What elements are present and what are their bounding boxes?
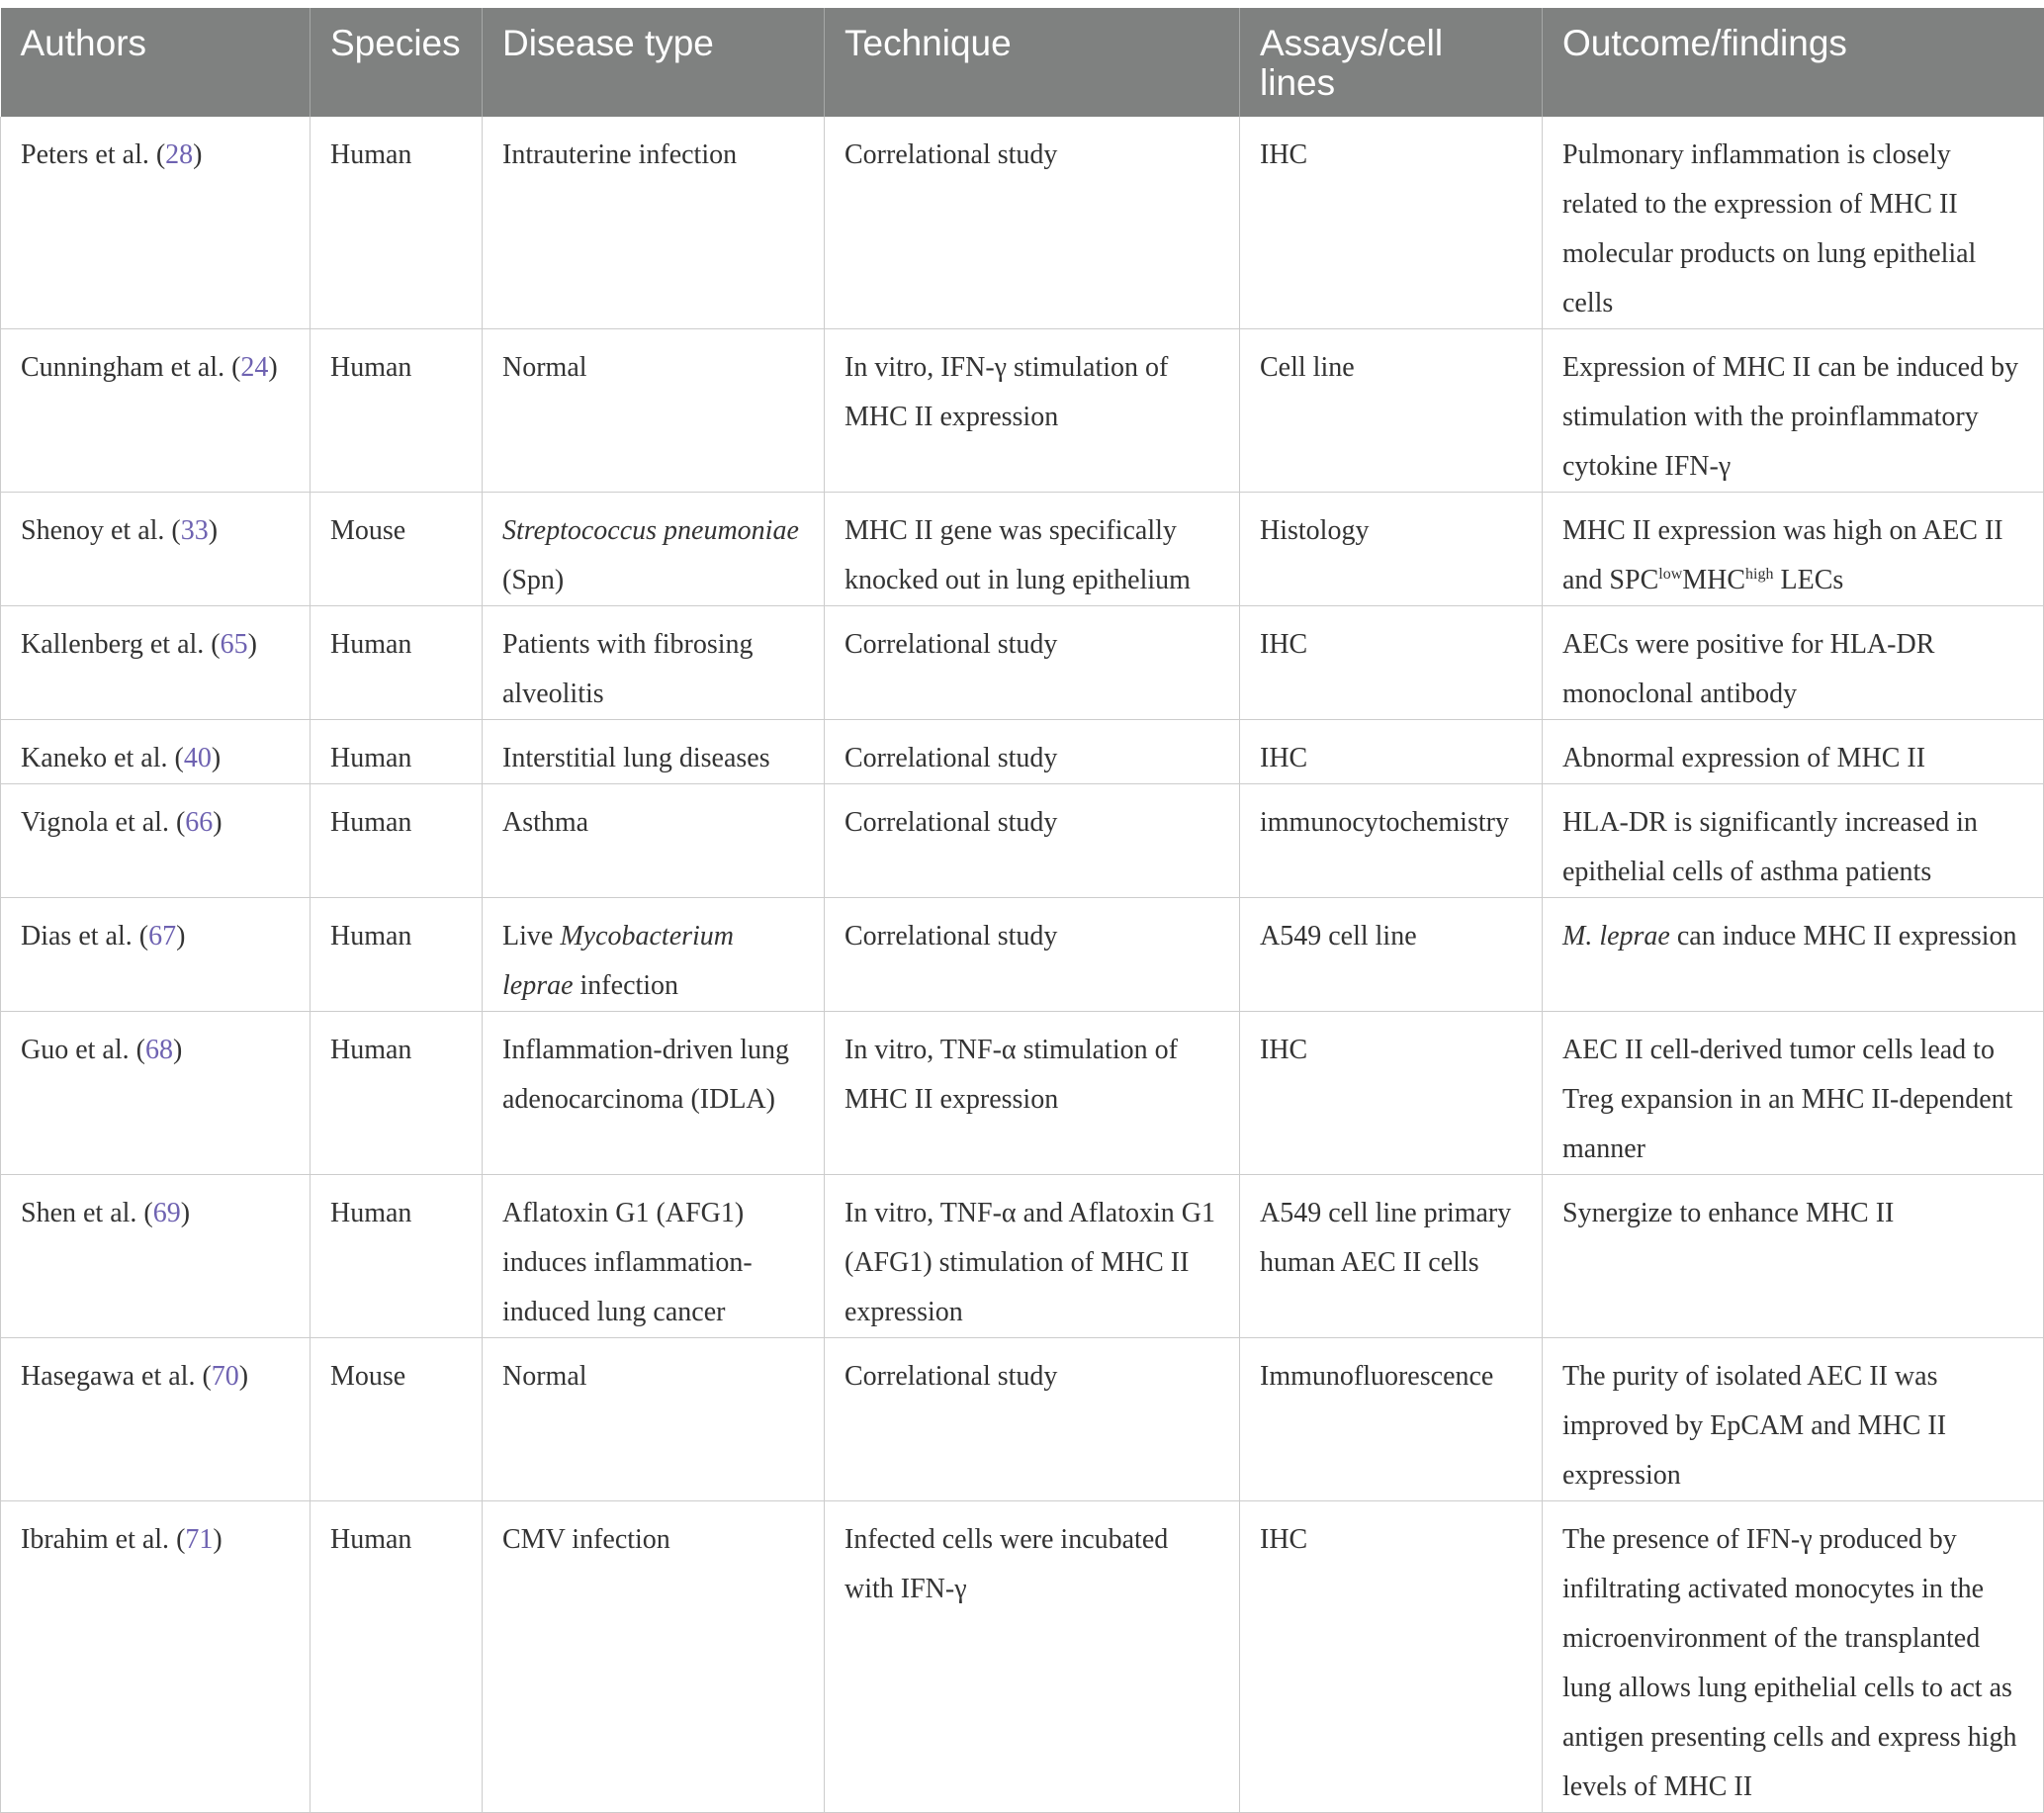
disease-cell xyxy=(483,898,825,1012)
outcome-cell: The purity of isolated AEC II was improved by EpCAM and MHC II expression xyxy=(1543,1338,2044,1501)
author-cell: Kaneko et al. (40) xyxy=(1,720,311,784)
technique-cell: In vitro, TNF-α stimulation of MHC II expression xyxy=(825,1012,1240,1175)
reference-link[interactable]: 68 xyxy=(144,1035,173,1065)
species-cell: Human xyxy=(311,720,483,784)
reference-link[interactable]: 69 xyxy=(152,1198,181,1228)
table-row xyxy=(1,1175,2044,1338)
assay-cell: A549 cell line primary human AEC II cells xyxy=(1240,1175,1543,1338)
species-cell: Human xyxy=(311,1175,483,1338)
outcome-text-mid: MHC xyxy=(1682,565,1746,595)
reference-link[interactable]: 66 xyxy=(185,807,214,838)
header-technique: Technique xyxy=(825,8,1240,117)
table-header xyxy=(1,8,2044,117)
author-name: Shen et al. xyxy=(21,1198,137,1228)
table-row xyxy=(1,898,2044,1012)
disease-cell: Interstitial lung diseases xyxy=(483,720,825,784)
assay-cell: IHC xyxy=(1240,720,1543,784)
author-name: Vignola et al. xyxy=(21,807,169,838)
reference-link[interactable]: 65 xyxy=(220,629,248,660)
technique-cell: Correlational study xyxy=(825,898,1240,1012)
disease-cell: Normal xyxy=(483,329,825,493)
author-name: Peters et al. xyxy=(21,139,149,170)
outcome-cell: AEC II cell-derived tumor cells lead to Treg expansion in an MHC II-dependent manner xyxy=(1543,1012,2044,1175)
outcome-cell: HLA-DR is significantly increased in epithelial cells of asthma patients xyxy=(1543,784,2044,898)
assay-cell: IHC xyxy=(1240,606,1543,720)
reference-link[interactable]: 28 xyxy=(165,139,194,170)
assay-cell: Histology xyxy=(1240,493,1543,606)
author-cell: Shenoy et al. (33) xyxy=(1,493,311,606)
author-cell: Dias et al. (67) xyxy=(1,898,311,1012)
outcome-cell xyxy=(1543,898,2044,1012)
outcome-cell: Synergize to enhance MHC II xyxy=(1543,1175,2044,1338)
reference-link[interactable]: 67 xyxy=(148,921,177,952)
reference-link[interactable]: 33 xyxy=(180,515,209,546)
disease-pre: Live xyxy=(502,921,561,952)
author-cell: Kallenberg et al. (65) xyxy=(1,606,311,720)
table-row xyxy=(1,1501,2044,1813)
outcome-text-post: LECs xyxy=(1773,565,1844,595)
disease-cell: Patients with fibrosing alveolitis xyxy=(483,606,825,720)
outcome-cell: The presence of IFN-γ produced by infiltrating activated monocytes in the microenvironment of the transplanted lung allows lung epithelial cells to act as antigen presenting cells and express high levels of MHC II xyxy=(1543,1501,2044,1813)
header-species: Species xyxy=(311,8,483,117)
reference-link[interactable]: 24 xyxy=(240,352,269,383)
table-body xyxy=(1,117,2044,1813)
table-row xyxy=(1,493,2044,606)
outcome-cell: Abnormal expression of MHC II xyxy=(1543,720,2044,784)
disease-italic: Streptococcus pneumoniae xyxy=(502,515,799,546)
assay-cell: IHC xyxy=(1240,117,1543,329)
reference-link[interactable]: 70 xyxy=(211,1361,239,1392)
outcome-rest: can induce MHC II expression xyxy=(1669,921,2017,952)
assay-cell: Immunofluorescence xyxy=(1240,1338,1543,1501)
table-row xyxy=(1,329,2044,493)
author-name: Kallenberg et al. xyxy=(21,629,205,660)
technique-cell: In vitro, IFN-γ stimulation of MHC II expression xyxy=(825,329,1240,493)
disease-cell xyxy=(483,493,825,606)
assay-cell: Cell line xyxy=(1240,329,1543,493)
author-name: Hasegawa et al. xyxy=(21,1361,196,1392)
disease-cell: Normal xyxy=(483,1338,825,1501)
superscript-high: high xyxy=(1745,566,1774,583)
table-row xyxy=(1,784,2044,898)
author-cell: Cunningham et al. (24) xyxy=(1,329,311,493)
disease-cell: Aflatoxin G1 (AFG1) induces inflammation-induced lung cancer xyxy=(483,1175,825,1338)
assay-cell: A549 cell line xyxy=(1240,898,1543,1012)
assay-cell: IHC xyxy=(1240,1501,1543,1813)
species-cell: Human xyxy=(311,329,483,493)
technique-cell: MHC II gene was specifically knocked out in lung epithelium xyxy=(825,493,1240,606)
outcome-text: MHC II expression was high on AEC II and SPC xyxy=(1562,515,2003,595)
assay-cell: immunocytochemistry xyxy=(1240,784,1543,898)
author-cell: Peters et al. (28) xyxy=(1,117,311,329)
table-row xyxy=(1,720,2044,784)
table-row xyxy=(1,117,2044,329)
reference-link[interactable]: 71 xyxy=(185,1524,214,1555)
disease-rest: (Spn) xyxy=(502,565,565,595)
header-outcome: Outcome/findings xyxy=(1543,8,2044,117)
author-name: Dias et al. xyxy=(21,921,133,952)
author-cell: Vignola et al. (66) xyxy=(1,784,311,898)
species-cell: Human xyxy=(311,1012,483,1175)
author-name: Kaneko et al. xyxy=(21,743,168,773)
disease-italic: Mycobacterium leprae xyxy=(502,921,735,1001)
table-row xyxy=(1,1338,2044,1501)
header-disease-type: Disease type xyxy=(483,8,825,117)
assay-cell: IHC xyxy=(1240,1012,1543,1175)
outcome-cell: Pulmonary inflammation is closely related to the expression of MHC II molecular products on lung epithelial cells xyxy=(1543,117,2044,329)
species-cell: Human xyxy=(311,606,483,720)
superscript-low: low xyxy=(1658,566,1683,583)
author-cell: Ibrahim et al. (71) xyxy=(1,1501,311,1813)
author-name: Ibrahim et al. xyxy=(21,1524,170,1555)
technique-cell: Correlational study xyxy=(825,720,1240,784)
disease-cell: CMV infection xyxy=(483,1501,825,1813)
technique-cell: Correlational study xyxy=(825,1338,1240,1501)
outcome-cell: Expression of MHC II can be induced by stimulation with the proinflammatory cytokine IFN-γ xyxy=(1543,329,2044,493)
header-assays: Assays/cell lines xyxy=(1240,8,1543,117)
technique-cell: In vitro, TNF-α and Aflatoxin G1 (AFG1) stimulation of MHC II expression xyxy=(825,1175,1240,1338)
author-name: Cunningham et al. xyxy=(21,352,225,383)
disease-cell: Inflammation-driven lung adenocarcinoma (IDLA) xyxy=(483,1012,825,1175)
author-name: Guo et al. xyxy=(21,1035,130,1065)
technique-cell: Correlational study xyxy=(825,117,1240,329)
disease-cell: Asthma xyxy=(483,784,825,898)
species-cell: Human xyxy=(311,1501,483,1813)
author-cell: Hasegawa et al. (70) xyxy=(1,1338,311,1501)
author-cell: Guo et al. (68) xyxy=(1,1012,311,1175)
technique-cell: Infected cells were incubated with IFN-γ xyxy=(825,1501,1240,1813)
reference-link[interactable]: 40 xyxy=(183,743,212,773)
outcome-cell: AECs were positive for HLA-DR monoclonal antibody xyxy=(1543,606,2044,720)
technique-cell: Correlational study xyxy=(825,606,1240,720)
disease-cell: Intrauterine infection xyxy=(483,117,825,329)
species-cell: Human xyxy=(311,784,483,898)
literature-table xyxy=(0,8,2044,1813)
outcome-italic: M. leprae xyxy=(1562,921,1670,952)
outcome-cell xyxy=(1543,493,2044,606)
species-cell: Mouse xyxy=(311,493,483,606)
header-authors: Authors xyxy=(1,8,311,117)
table-row xyxy=(1,606,2044,720)
technique-cell: Correlational study xyxy=(825,784,1240,898)
disease-rest: infection xyxy=(573,970,679,1001)
table-row xyxy=(1,1012,2044,1175)
species-cell: Human xyxy=(311,117,483,329)
species-cell: Mouse xyxy=(311,1338,483,1501)
species-cell: Human xyxy=(311,898,483,1012)
author-name: Shenoy et al. xyxy=(21,515,165,546)
author-cell: Shen et al. (69) xyxy=(1,1175,311,1338)
header-row xyxy=(1,8,2044,117)
